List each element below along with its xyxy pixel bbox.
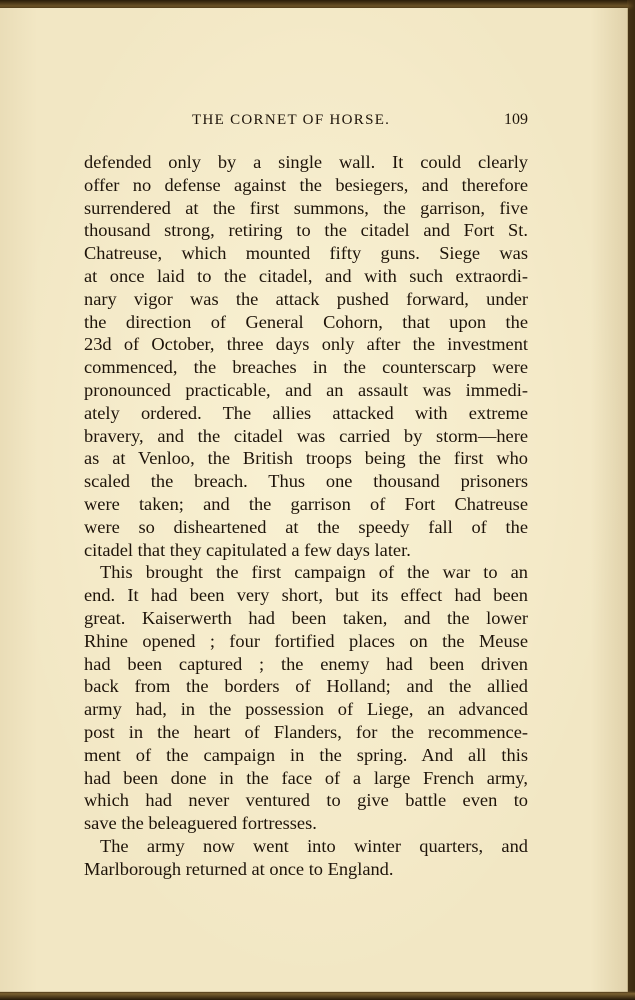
- text-line: had been done in the face of a large French army,: [84, 767, 528, 788]
- paragraph: [84, 151, 528, 561]
- text-line: offer no defense against the besiegers, and therefore: [84, 174, 528, 195]
- text-line: were so disheartened at the speedy fall of the: [84, 516, 528, 537]
- text-line: had been captured ; the enemy had been driven: [84, 653, 528, 674]
- text-line: which had never ventured to give battle even to: [84, 790, 528, 811]
- text-line: back from the borders of Holland; and the allied: [84, 676, 528, 697]
- text-line: as at Venloo, the British troops being the first who: [84, 448, 528, 469]
- text-line: 23d of October, three days only after the investment: [84, 334, 528, 355]
- paragraph: [84, 561, 528, 835]
- text-line: citadel that they capitulated a few days later.: [84, 539, 411, 560]
- text-line: scaled the breach. Thus one thousand prisoners: [84, 471, 528, 492]
- text-line: surrendered at the first summons, the garrison, five: [84, 197, 528, 218]
- text-line: pronounced practicable, and an assault was immedi-: [84, 379, 528, 400]
- right-page-edge: [627, 0, 635, 1000]
- text-line: ately ordered. The allies attacked with extreme: [84, 402, 528, 423]
- text-line: end. It had been very short, but its effect had been: [84, 585, 528, 606]
- book-page: [0, 8, 628, 992]
- text-line: army had, in the possession of Liege, an advanced: [84, 699, 528, 720]
- text-line: Rhine opened ; four fortified places on the Meuse: [84, 630, 528, 651]
- text-line: Marlborough returned at once to England.: [84, 858, 394, 879]
- text-line: at once laid to the citadel, and with such extraordi-: [84, 265, 528, 286]
- text-line: commenced, the breaches in the counterscarp were: [84, 357, 528, 378]
- text-line: great. Kaiserwerth had been taken, and the lower: [84, 607, 528, 628]
- text-line: thousand strong, retiring to the citadel and Fort St.: [84, 220, 528, 241]
- running-title: THE CORNET OF HORSE.: [192, 112, 391, 128]
- text-line: save the beleaguered fortresses.: [84, 813, 317, 834]
- paragraph: [84, 835, 528, 881]
- text-line: the direction of General Cohorn, that upon the: [84, 311, 528, 332]
- text-line: defended only by a single wall. It could clearly: [84, 152, 528, 172]
- page-number: 109: [504, 111, 528, 128]
- text-line: post in the heart of Flanders, for the recommence-: [84, 721, 528, 742]
- text-line: nary vigor was the attack pushed forward, under: [84, 288, 528, 309]
- text-line: were taken; and the garrison of Fort Chatreuse: [84, 493, 528, 514]
- body-text: [84, 151, 528, 881]
- text-line: This brought the first campaign of the war to an: [100, 562, 528, 583]
- text-line: ment of the campaign in the spring. And all this: [84, 744, 528, 765]
- text-line: bravery, and the citadel was carried by storm—here: [84, 425, 528, 446]
- bottom-page-edge: [0, 991, 635, 1000]
- text-line: Chatreuse, which mounted fifty guns. Siege was: [84, 243, 528, 264]
- text-line: The army now went into winter quarters, and: [100, 835, 528, 856]
- running-header: [84, 108, 528, 132]
